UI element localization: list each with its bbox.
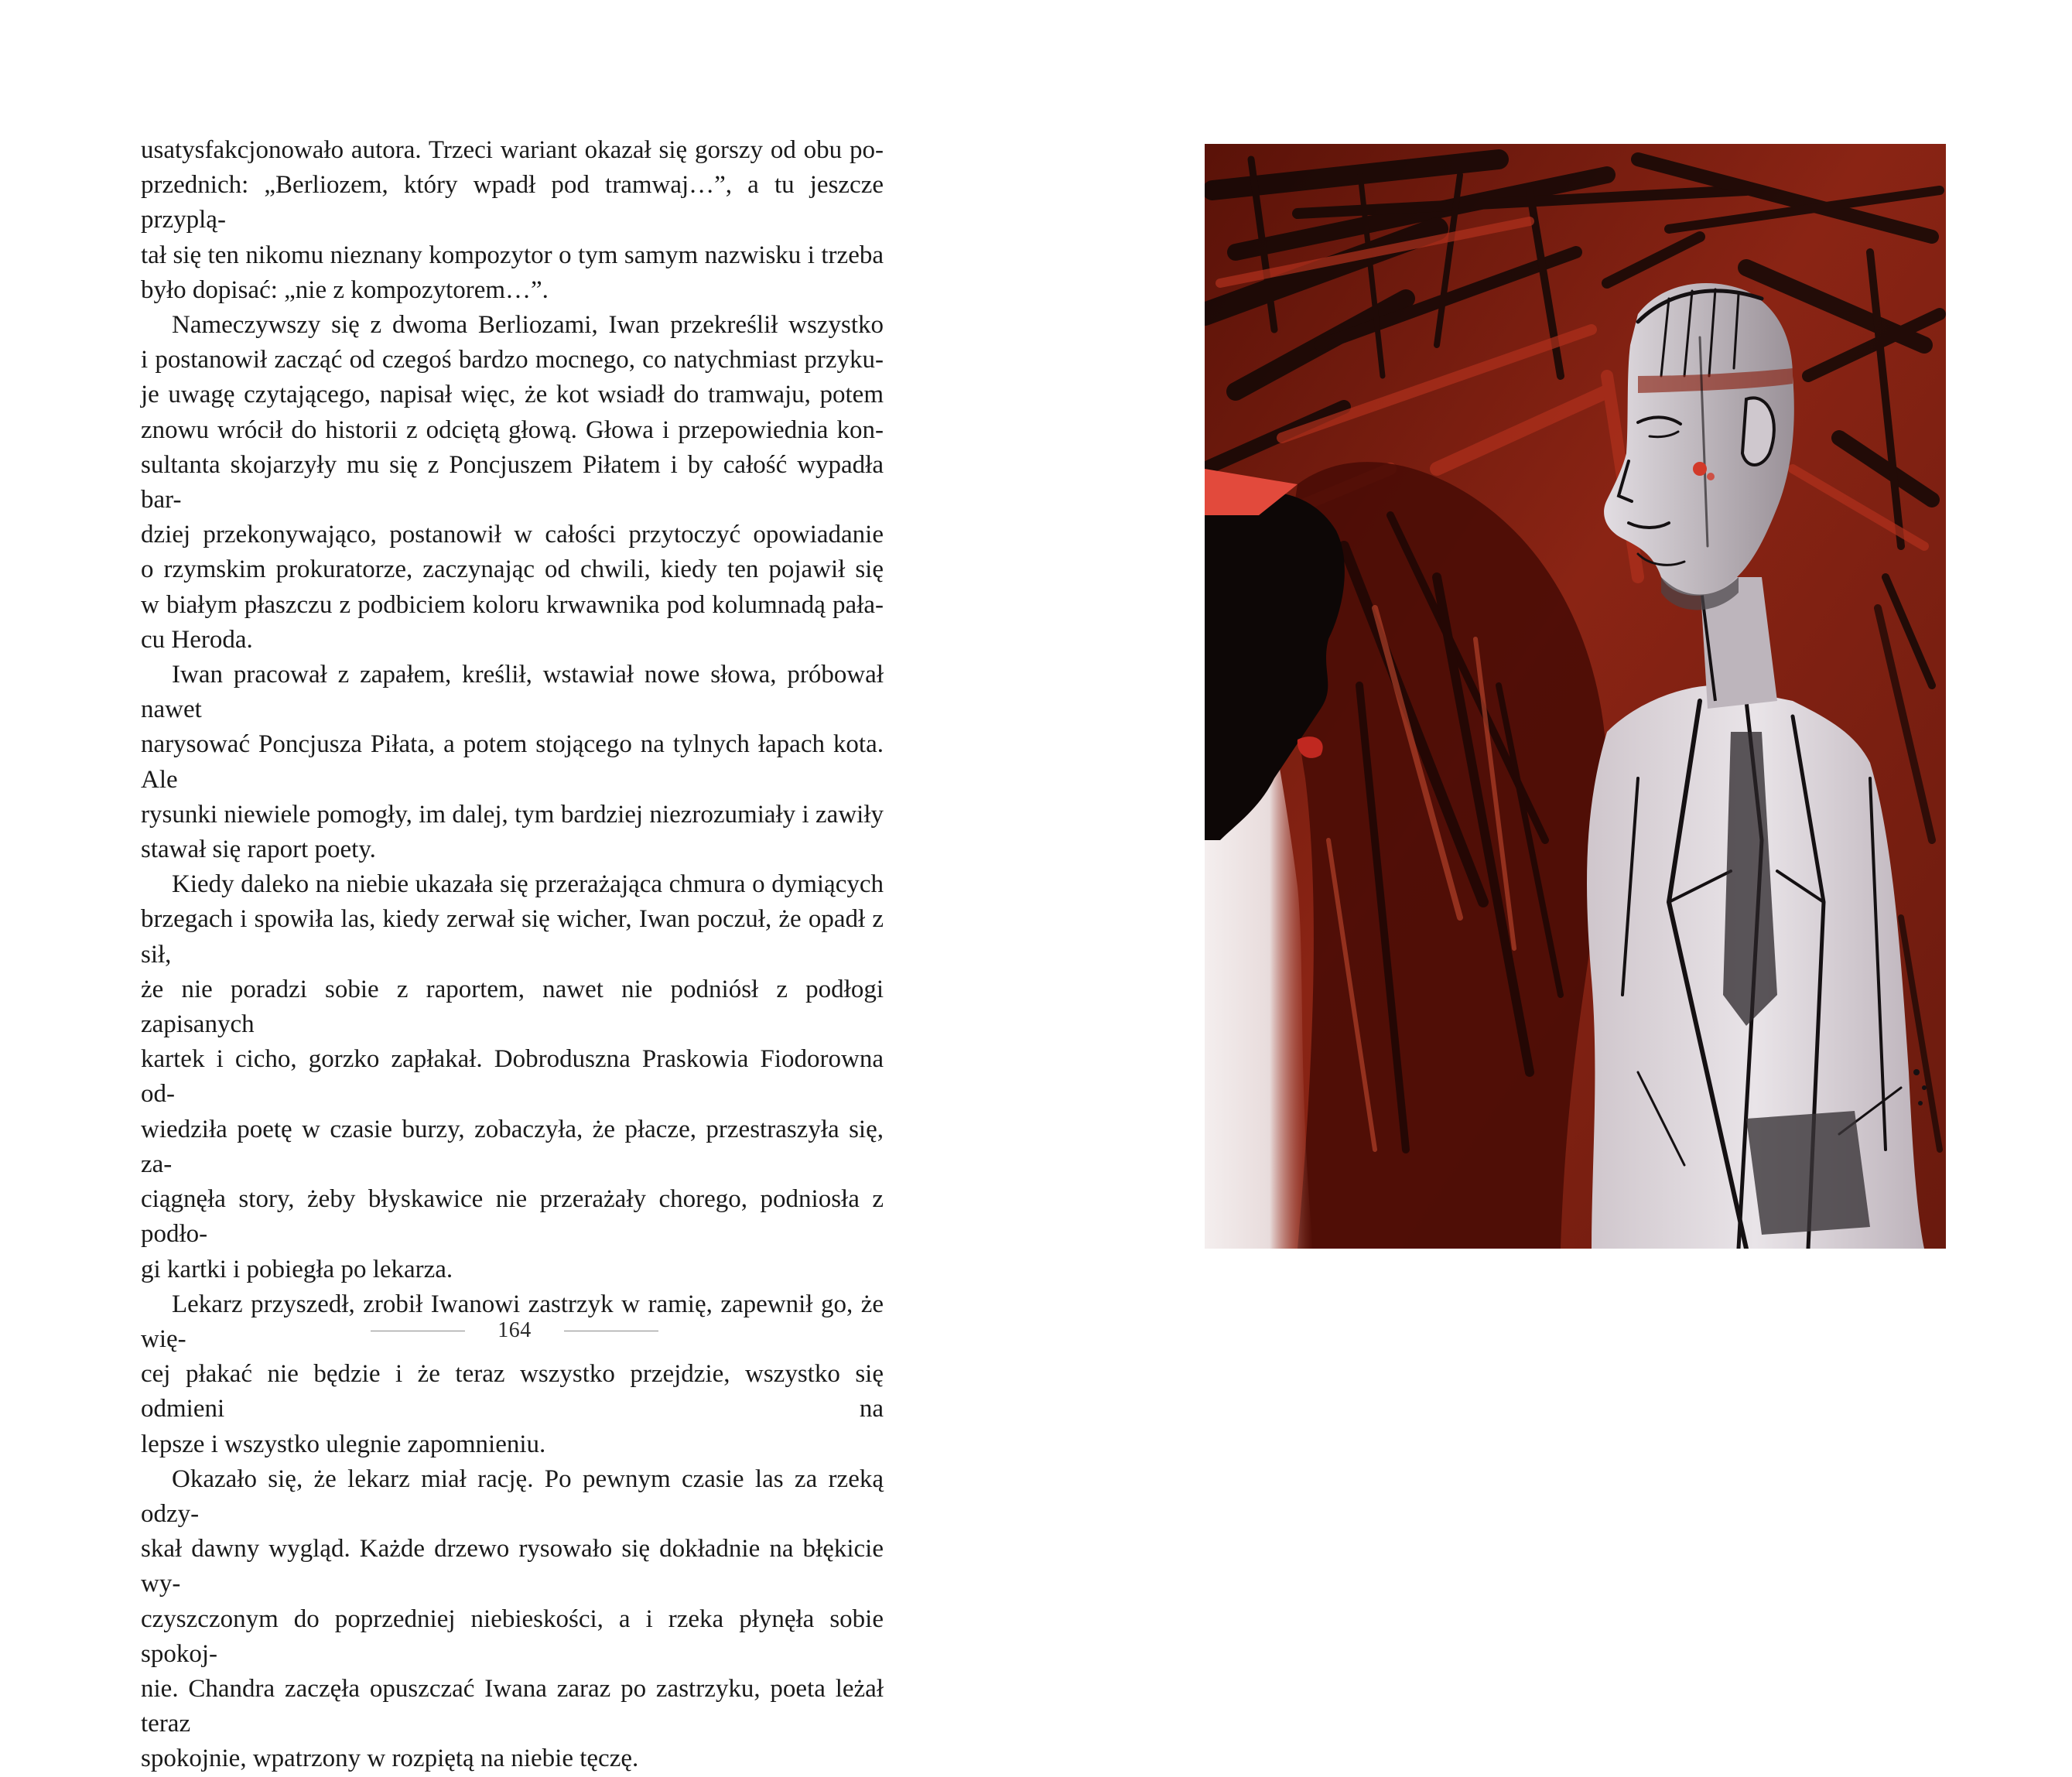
text-row (141, 343, 884, 378)
paragraph (141, 133, 884, 308)
text-line: Lekarz przyszedł, zrobił Iwanowi zastrzyk w ramię, zapewnił go, że wię- (141, 1290, 884, 1353)
painting-figure-illustration-icon (1205, 144, 1946, 1249)
text-line: znowu wrócił do historii z odciętą głową. Głowa i przepowiednia kon- (141, 415, 884, 444)
text-line: usatysfakcjonowało autora. Trzeci wariant okazał się gorszy od obu po- (141, 136, 884, 164)
text-line: narysować Poncjusza Piłata, a potem stojącego na tylnych łapach kota. Ale (141, 730, 884, 794)
text-row (141, 378, 884, 412)
text-line: dziej przekonywająco, postanowił w całości przytoczyć opowiadanie (141, 521, 884, 549)
text-row (141, 1112, 884, 1182)
text-row (141, 1672, 884, 1741)
text-row (141, 1252, 884, 1287)
paragraph (141, 867, 884, 1287)
text-line: gi kartki i pobiegła po lekarza. (141, 1255, 453, 1283)
text-row (141, 798, 884, 832)
text-line: brzegach i spowiła las, kiedy zerwał się wicher, Iwan poczuł, że opadł z sił, (141, 905, 884, 969)
text-row (141, 518, 884, 552)
painting-illustration (1205, 144, 1946, 1249)
text-line: spokojnie, wpatrzony w rozpiętą na niebie tęczę. (141, 1745, 639, 1773)
text-line: ciągnęła story, żeby błyskawice nie przerażały chorego, podniosła z podło- (141, 1185, 884, 1249)
text-line: przednich: „Berliozem, który wpadł pod tramwaj…”, a tu jeszcze przyplą- (141, 171, 884, 234)
text-line: stawał się raport poety. (141, 836, 376, 864)
right-page (1036, 0, 2072, 1402)
text-row (141, 832, 884, 867)
text-line: skał dawny wygląd. Każde drzewo rysowało się dokładnie na błękicie wy- (141, 1535, 884, 1598)
text-row (141, 552, 884, 587)
text-row (141, 413, 884, 448)
text-line: wiedziła poetę w czasie burzy, zobaczyła, że płacze, przestraszyła się, za- (141, 1115, 884, 1178)
body-text (141, 133, 884, 1777)
text-line: Nameczywszy się z dwoma Berliozami, Iwan przekreślił wszystko (172, 311, 884, 340)
text-line: cej płakać nie będzie i że teraz wszystko przejdzie, wszystko się odmieni na (141, 1360, 884, 1423)
text-line: Iwan pracował z zapałem, kreślił, wstawiał nowe słowa, próbował nawet (141, 661, 884, 724)
text-row (141, 448, 884, 518)
text-row (141, 1182, 884, 1252)
text-line: Okazało się, że lekarz miał rację. Po pewnym czasie las za rzeką odzy- (141, 1464, 884, 1528)
text-row (141, 1462, 884, 1532)
text-row (141, 588, 884, 623)
text-row (141, 1602, 884, 1672)
text-row (141, 623, 884, 658)
text-row (141, 972, 884, 1042)
left-page (0, 0, 1036, 1773)
text-line: lepsze i wszystko ulegnie zapomnieniu. (141, 1430, 546, 1458)
text-line: i postanowił zacząć od czegoś bardzo mocnego, co natychmiast przyku- (141, 346, 884, 374)
text-line: kartek i cicho, gorzko zapłakał. Dobroduszna Praskowia Fiodorowna od- (141, 1045, 884, 1109)
text-line: o rzymskim prokuratorze, zaczynając od chwili, kiedy ten pojawił się (141, 555, 884, 584)
text-row (141, 168, 884, 238)
text-row (141, 867, 884, 902)
text-line: cu Heroda. (141, 625, 253, 654)
text-row (141, 1741, 884, 1776)
paragraph (141, 308, 884, 658)
text-row (141, 1427, 884, 1462)
text-row (141, 902, 884, 972)
paragraph (141, 1287, 884, 1462)
text-row (141, 238, 884, 273)
paragraph (141, 658, 884, 867)
text-row (141, 273, 884, 308)
paragraph (141, 1462, 884, 1777)
text-line: je uwagę czytającego, napisał więc, że kot wsiadł do tramwaju, potem (141, 381, 884, 409)
text-line: nie. Chandra zaczęła opuszczać Iwana zaraz po zastrzyku, poeta leżał teraz (141, 1674, 884, 1738)
page-number: 164 (497, 1318, 532, 1342)
text-line: rysunki niewiele pomogły, im dalej, tym bardziej niezrozumiały i zawiły (141, 800, 884, 829)
page-footer (368, 1315, 662, 1346)
text-row (141, 727, 884, 797)
text-line: sultanta skojarzyły mu się z Poncjuszem Piłatem i by całość wypadła bar- (141, 450, 884, 514)
text-row (141, 308, 884, 343)
text-line: że nie poradzi sobie z raportem, nawet nie podniósł z podłogi zapisanych (141, 975, 884, 1039)
text-row (141, 1357, 884, 1427)
text-row (141, 1532, 884, 1601)
text-line: tał się ten nikomu nieznany kompozytor o tym samym nazwisku i trzeba (141, 241, 884, 269)
text-row (141, 133, 884, 168)
text-line: w białym płaszczu z podbiciem koloru krwawnika pod kolumnadą pała- (141, 590, 884, 619)
text-line: było dopisać: „nie z kompozytorem…”. (141, 275, 549, 304)
text-row (141, 1042, 884, 1112)
text-row (141, 658, 884, 727)
text-line: Kiedy daleko na niebie ukazała się przerażająca chmura o dymiących (172, 870, 884, 899)
text-line: czyszczonym do poprzedniej niebieskości, a i rzeka płynęła sobie spokoj- (141, 1604, 884, 1668)
